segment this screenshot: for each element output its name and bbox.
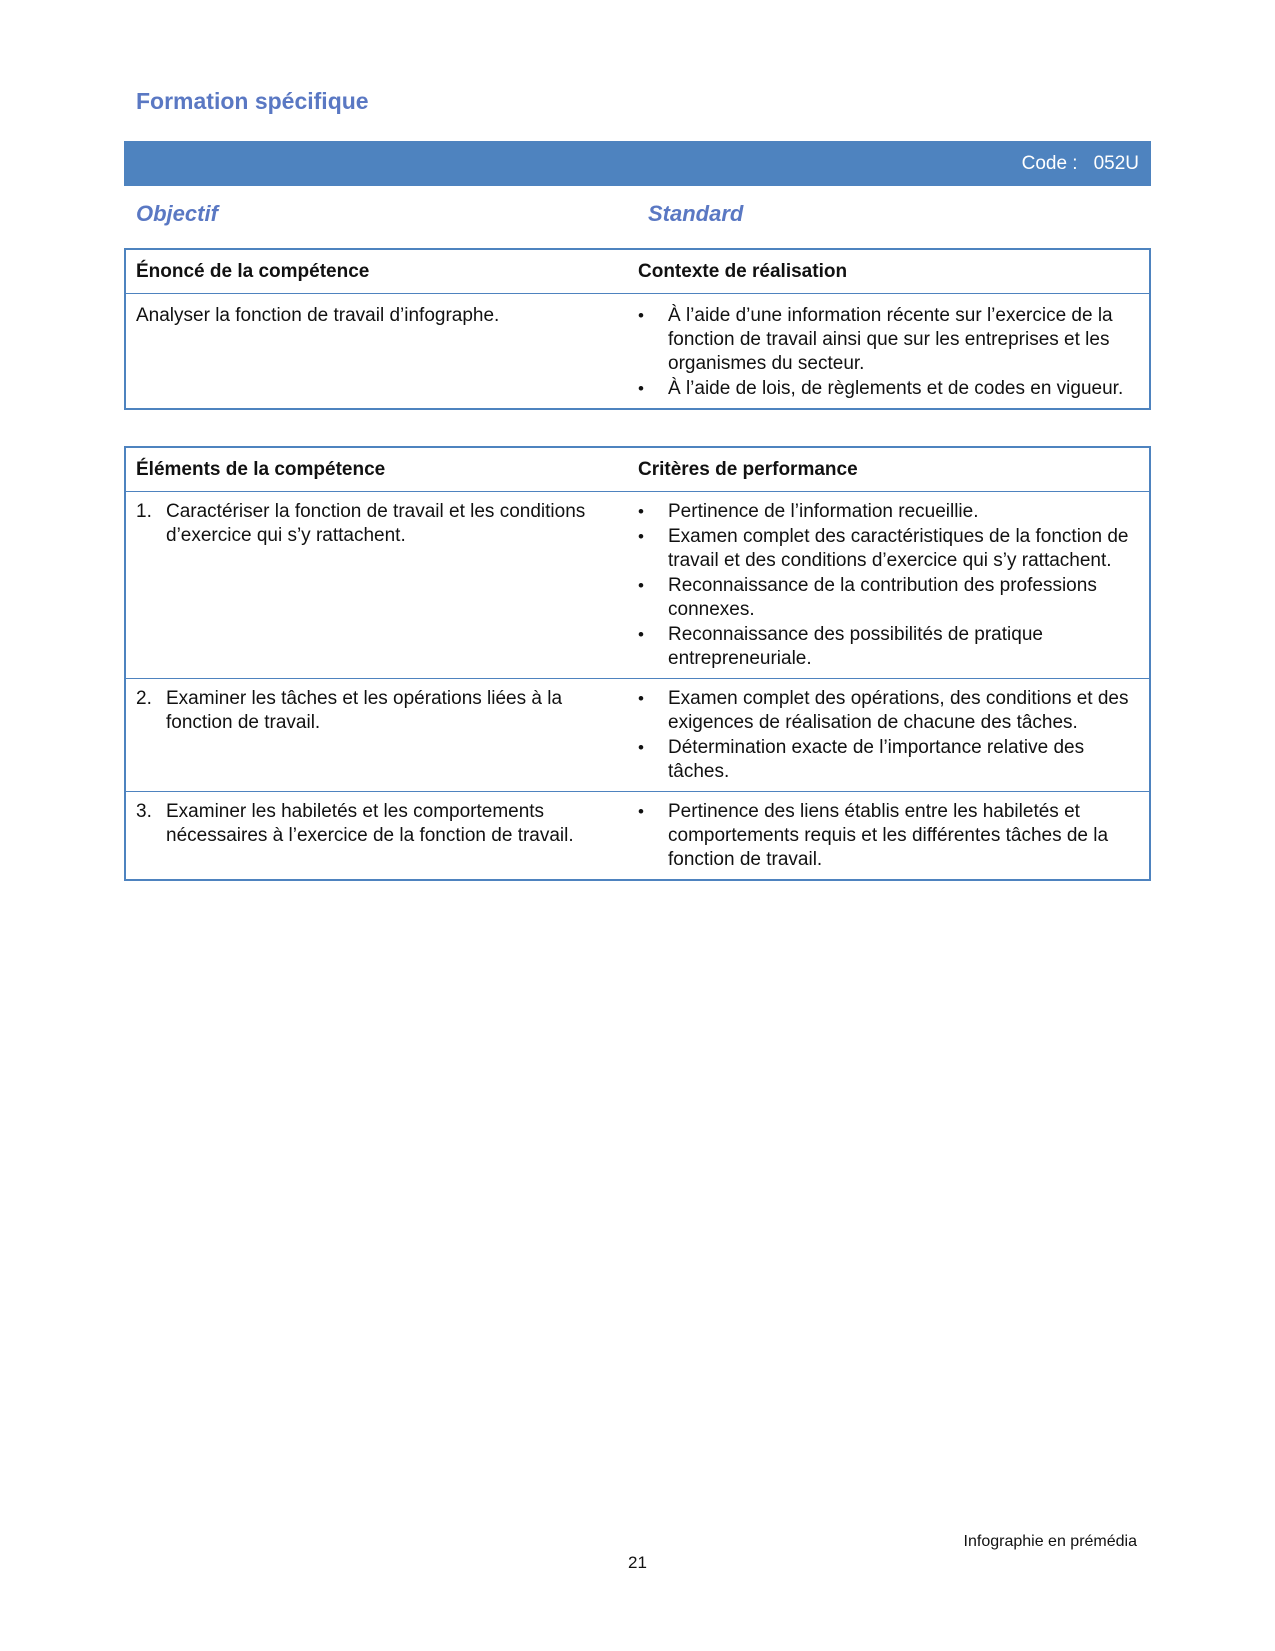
contexte-item: À l’aide d’une information récente sur l’exercice de la fonction de travail ainsi que sur les entreprises et les organismes du secteur. xyxy=(668,305,1113,374)
table-row xyxy=(126,792,1149,879)
list-item xyxy=(638,525,1137,573)
footer-program-name: Infographie en prémédia xyxy=(963,1533,1137,1550)
element-item xyxy=(136,687,638,735)
element-item xyxy=(136,800,638,848)
code-label: Code : xyxy=(1021,153,1078,174)
enonce-header: Énoncé de la compétence xyxy=(136,260,370,282)
bullet-icon: • xyxy=(638,625,644,644)
criterion-text: Reconnaissance des possibilités de pratique entrepreneuriale. xyxy=(668,624,1043,669)
objectif-heading: Objectif xyxy=(136,201,218,226)
list-item xyxy=(638,800,1137,872)
elements-table xyxy=(124,446,1151,881)
page-number: 21 xyxy=(628,1553,647,1572)
table-row xyxy=(126,679,1149,792)
criteria-list xyxy=(638,687,1137,784)
code-value: 052U xyxy=(1093,153,1139,174)
criterion-text: Examen complet des caractéristiques de la fonction de travail et des conditions d’exercice qui s’y rattachent. xyxy=(668,526,1129,571)
element-number: 2. xyxy=(136,688,152,709)
contexte-header: Contexte de réalisation xyxy=(638,260,848,282)
table-row xyxy=(126,492,1149,679)
criterion-text: Reconnaissance de la contribution des professions connexes. xyxy=(668,575,1097,620)
bullet-icon: • xyxy=(638,306,644,325)
bullet-icon: • xyxy=(638,689,644,708)
element-text: Examiner les habiletés et les comportements nécessaires à l’exercice de la fonction de travail. xyxy=(166,801,574,846)
list-item xyxy=(638,736,1137,784)
code-label-wrap xyxy=(1022,153,1139,175)
code-banner xyxy=(124,141,1151,186)
element-number: 3. xyxy=(136,801,152,822)
criteres-header: Critères de performance xyxy=(638,458,858,480)
page-title: Formation spécifique xyxy=(136,88,369,114)
contexte-item: À l’aide de lois, de règlements et de codes en vigueur. xyxy=(668,378,1124,399)
criterion-text: Examen complet des opérations, des conditions et des exigences de réalisation de chacune des tâches. xyxy=(668,688,1129,733)
bullet-icon: • xyxy=(638,802,644,821)
bullet-icon: • xyxy=(638,738,644,757)
criteria-list xyxy=(638,800,1137,872)
element-text: Caractériser la fonction de travail et les conditions d’exercice qui s’y rattachent. xyxy=(166,501,586,546)
elements-table-header xyxy=(126,448,1149,492)
enonce-table-row xyxy=(126,294,1149,408)
list-item xyxy=(638,377,1137,401)
list-item xyxy=(638,304,1137,376)
criterion-text: Détermination exacte de l’importance relative des tâches. xyxy=(668,737,1085,782)
bullet-icon: • xyxy=(638,527,644,546)
bullet-icon: • xyxy=(638,379,644,398)
contexte-list xyxy=(638,304,1137,401)
list-item xyxy=(638,687,1137,735)
list-item xyxy=(638,623,1137,671)
elements-header: Éléments de la compétence xyxy=(136,458,386,480)
enonce-table xyxy=(124,248,1151,410)
criterion-text: Pertinence de l’information recueillie. xyxy=(668,501,979,522)
criteria-list xyxy=(638,500,1137,671)
bullet-icon: • xyxy=(638,502,644,521)
enonce-text: Analyser la fonction de travail d’infographe. xyxy=(136,305,500,326)
standard-heading: Standard xyxy=(648,201,744,226)
element-item xyxy=(136,500,638,548)
element-text: Examiner les tâches et les opérations liées à la fonction de travail. xyxy=(166,688,563,733)
enonce-table-header xyxy=(126,250,1149,294)
list-item xyxy=(638,500,1137,524)
criterion-text: Pertinence des liens établis entre les habiletés et comportements requis et les différentes tâches de la fonction de travail. xyxy=(668,801,1109,870)
bullet-icon: • xyxy=(638,576,644,595)
element-number: 1. xyxy=(136,501,152,522)
list-item xyxy=(638,574,1137,622)
